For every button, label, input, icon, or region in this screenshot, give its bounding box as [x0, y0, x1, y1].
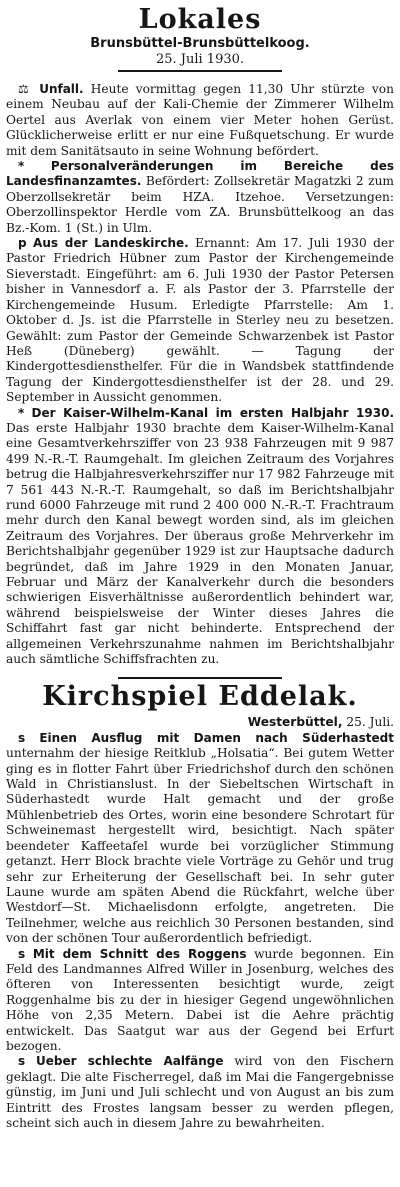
dateline: [6, 36, 394, 68]
dateline-date: 25. Juli 1930.: [155, 52, 245, 67]
dateline-place: Brunsbüttel-Brunsbüttelkoog.: [90, 36, 310, 51]
article-headline: Personalveränderungen im Bereiche des Landesfinanzamtes.: [6, 159, 394, 189]
section-rule: [118, 677, 282, 679]
article-headline: Der Kaiser-Wilhelm-Kanal im ersten Halbjahr 1930.: [31, 405, 395, 420]
section-rule: [118, 70, 282, 72]
article-kicker: s: [18, 1054, 26, 1069]
article-roggen: [6, 947, 394, 1055]
dateline-eddelak: [6, 715, 394, 730]
article-kicker: p: [18, 236, 27, 251]
dateline-place: Westerbüttel,: [247, 715, 343, 730]
article-kicker: s: [18, 730, 26, 745]
article-headline: Unfall.: [39, 82, 84, 96]
article-aalfaenge: [6, 1054, 394, 1131]
article-headline: Mit dem Schnitt des Roggens: [32, 946, 247, 961]
article-body: Ernannt: Am 17. Juli 1930 der Pastor Friedrich Hübner zum Pastor der Kirchengemeinde Sieverstadt. Eingeführt: am 6. Juli 1930 der Pastor Petersen bisher in Vannesdorf a. F. als Pastor der 3. Pfarrstelle der Kirchengemeinde Husum. Erledigte Pfarrstelle: Am 1. Oktober d. Js. ist die Pfarrstelle in Sterley neu zu besetzen. Gewählt: zum Pastor der Gemeinde Schwarzenbek ist Pastor Heß (Düneberg) gewählt. — Tagung der Kindergottesdiensthelfer. Für die in Wandsbek stattfindende Tagung der Kindergottesdiensthelfer ist der 28. und 29. September in Aussicht genommen.: [6, 236, 395, 405]
article-body: wird von den Fischern geklagt. Die alte Fischerregel, daß im Mai die Fangergebnisse günstig, im Juni und Juli schlecht und von August an bis zum Eintritt des Frostes langsam besser zu werden pflegen, scheint sich auch in diesem Jahre zu bewahrheiten.: [6, 1054, 395, 1130]
dateline-date: 25. Juli.: [342, 715, 394, 730]
article-kicker: s: [18, 946, 26, 961]
scales-icon: ⚖: [18, 82, 33, 96]
article-landeskirche: [6, 236, 394, 405]
article-body: unternahm der hiesige Reitklub „Holsatia“. Bei gutem Wetter ging es in flotter Fahrt über Friedrichshof durch den schönen Wald in Christianslust. In der Siebeltschen Wirtschaft in Süderhastedt wurde Halt gemacht und der große Mühlenbetrieb des Ortes, worin eine besondere Schrotart für Schweinemast hergestellt wird, besichtigt. Nach später beendeter Kaffeetafel wurde bei vorzüglicher Stimmung getanzt. Herr Block brachte viele Vorträge zu Gehör und trug sehr zur Erheiterung der Gesellschaft bei. In sehr guter Laune wurde am späten Abend die Rückfahrt, welche über Westdorf—St. Michaelisdonn erfolgte, angetreten. Die Teilnehmer, welche aus reichlich 30 Personen bestanden, sind von der schönen Tour außerordentlich befriedigt.: [6, 746, 394, 946]
article-body: Das erste Halbjahr 1930 brachte dem Kaiser-Wilhelm-Kanal eine Gesamtverkehrsziffer von 23 938 Fahrzeugen mit 9 987 499 N.-R.-T. Raumgehalt. Im gleichen Zeitraum des Vorjahres betrug die Halbjahresverkehrsziffer nur 17 982 Fahrzeuge mit 7 561 443 N.-R.-T. Raumgehalt, so daß im Berichtshalbjahr rund 6000 Fahrzeuge mit rund 2 400 000 N.-R.-T. Frachtraum mehr durch den Kanal bewegt worden sind, als im gleichen Zeitraum des Vorjahres. Der überaus große Mehrverkehr im Berichtshalbjahr gegenüber 1929 ist zur Hauptsache dadurch begründet, daß im Jahre 1929 in den Monaten Januar, Februar und März der Kanalverkehr durch die besonders schwierigen Eisverhältnisse außerordentlich behindert war, während beispielsweise der Winter dieses Jahres die Schiffahrt fast gar nicht behinderte. Entsprechend der allgemeinen Verkehrszunahme nahmen im Berichtshalbjahr auch sämtliche Schiffsfrachten zu.: [6, 420, 394, 667]
article-body: Befördert: Zollsekretär Magatzki 2 zum Oberzollsekretär beim HZA. Itzehoe. Versetzungen: Oberzollinspektor Herdle vom ZA. Brunsbüttelkoog an das Bz.-Kom. 1 (St.) in Ulm.: [6, 174, 394, 235]
article-headline: Aus der Landeskirche.: [33, 236, 189, 251]
article-headline: Einen Ausflug mit Damen nach Süderhastedt: [39, 730, 395, 745]
article-kicker: *: [18, 159, 25, 174]
article-kicker: *: [18, 405, 25, 420]
article-body: wurde begonnen. Ein Feld des Landmannes Alfred Willer in Josenburg, welches des öfteren von Interessenten besichtigt wurde, zeigt Roggenhalme bis zu der in hiesiger Gegend ungewöhnlichen Höhe von 2,35 Metern. Dabei ist die Aehre prächtig entwickelt. Das Saatgut war aus der Gegend bei Erfurt bezogen.: [6, 946, 394, 1053]
article-unfall: [6, 82, 394, 159]
article-headline: Ueber schlechte Aalfänge: [36, 1054, 224, 1069]
article-body: Heute vormittag gegen 11,30 Uhr stürzte von einem Neubau auf der Kali-Chemie der Zimmerer Wilhelm Oertel aus Averlak von einem vier Meter hohen Gerüst. Glücklicherweise erlitt er nur eine Fußquetschung. Er wurde mit dem Sanitätsauto in seine Wohnung befördert.: [6, 82, 394, 158]
section-heading-eddelak: Kirchspiel Eddelak.: [42, 681, 358, 713]
section-heading-lokales: Lokales: [138, 4, 262, 35]
article-personal: [6, 159, 394, 236]
article-kanal: [6, 406, 394, 668]
article-ausflug: [6, 731, 394, 947]
